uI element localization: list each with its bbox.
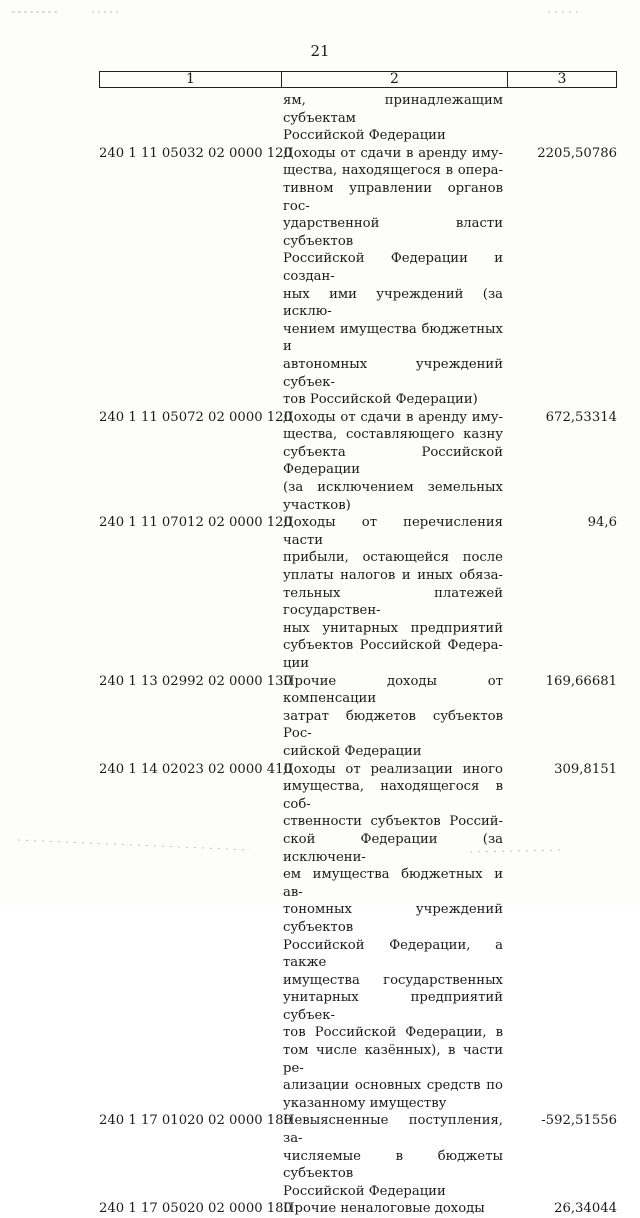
description-line: чением имущества бюджетных и [283,321,503,355]
table-row [99,409,619,515]
description-line: Доходы от реализации иного [283,761,503,777]
amount: 309,8151 [554,761,617,777]
description-line: тельных платежей государствен- [283,585,503,619]
table-body [99,92,619,1218]
description-line: унитарных предприятий субъек- [283,990,503,1023]
table-row [99,1112,619,1200]
description-line: прибыли, остающейся после [283,550,503,566]
column-header-2: 2 [282,72,508,87]
page-number: 21 [310,42,330,60]
description-line: ям, принадлежащим субъектам [283,93,503,126]
budget-code: 240 1 17 05020 02 0000 180 [99,1201,292,1217]
description-line: ции [283,656,310,671]
amount: 2205,50786 [537,145,617,161]
table-row [99,92,619,145]
income-description [283,1200,503,1218]
description-line: автономных учреждений субъек- [283,356,503,390]
description-line: имущества государственных [283,972,503,988]
column-header-1: 1 [100,72,282,87]
income-description [283,514,503,672]
description-line: тивном управлении органов гос- [283,180,503,214]
budget-code: 240 1 13 02992 02 0000 130 [99,673,292,689]
description-line: Российской Федерации [283,128,446,144]
description-line: ных унитарных предприятий [283,620,503,636]
description-line: Российской Федерации [283,1183,446,1199]
table-row [99,514,619,672]
description-line: сийской Федерации [283,743,422,759]
description-line: Прочие доходы от компенсации [283,673,503,707]
description-line: Российской Федерации, а также [283,937,503,971]
income-description [283,92,503,145]
column-header-3: 3 [557,71,567,87]
table-row [99,761,619,1113]
description-line: Доходы от сдачи в аренду иму- [283,145,503,161]
description-line: (за исключением земельных [283,480,503,496]
budget-code: 240 1 11 05032 02 0000 120 [99,145,292,161]
budget-code: 240 1 11 05072 02 0000 120 [99,409,292,425]
description-line: ственности субъектов Россий- [283,814,503,830]
amount: 672,53314 [545,409,617,425]
income-description [283,673,503,761]
description-line: участков) [283,497,351,513]
description-line: числяемые в бюджеты субъектов [283,1148,503,1182]
description-line: тов Российской Федерации, в [283,1025,503,1041]
income-description [283,145,503,409]
description-line: Российской Федерации и создан- [283,251,503,284]
table-header [99,71,617,88]
table-row [99,673,619,761]
description-line: затрат бюджетов субъектов Рос- [283,708,503,742]
description-line: ем имущества бюджетных и ав- [283,867,503,900]
amount: 94,6 [587,515,617,531]
budget-code: 240 1 17 01020 02 0000 180 [99,1113,292,1129]
description-line: указанному имуществу [283,1095,447,1111]
description-line: субъектов Российской Федера- [283,638,503,654]
budget-code: 240 1 11 07012 02 0000 120 [99,515,292,531]
description-line: тов Российской Федерации) [283,392,478,408]
description-line: ударственной власти субъектов [283,216,503,249]
description-line: Доходы от перечисления части [283,515,503,548]
budget-code: 240 1 14 02023 02 0000 410 [99,761,292,777]
description-line: ализации основных средств по [283,1078,503,1094]
description-line: тономных учреждений субъектов [283,902,503,935]
description-line: щества, составляющего казну [283,427,503,443]
description-line: ской Федерации (за исключени- [283,831,503,865]
description-line: Прочие неналоговые доходы [283,1201,485,1217]
income-description [283,409,503,515]
description-line: ных ими учреждений (за исклю- [283,286,503,320]
description-line: том числе казённых), в части ре- [283,1043,503,1076]
description-line: Невыясненные поступления, за- [283,1113,503,1147]
description-line: Доходы от сдачи в аренду иму- [283,409,503,425]
income-description [283,1112,503,1200]
amount: 169,66681 [545,673,617,689]
income-description [283,761,503,1113]
amount: -592,51556 [541,1113,617,1129]
description-line: щества, находящегося в опера- [283,163,503,179]
table-row [99,145,619,409]
table-row [99,1200,619,1218]
description-line: имущества, находящегося в соб- [283,779,503,812]
amount: 26,34044 [554,1201,617,1217]
description-line: субъекта Российской Федерации [283,444,503,478]
description-line: уплаты налогов и иных обяза- [283,568,503,584]
